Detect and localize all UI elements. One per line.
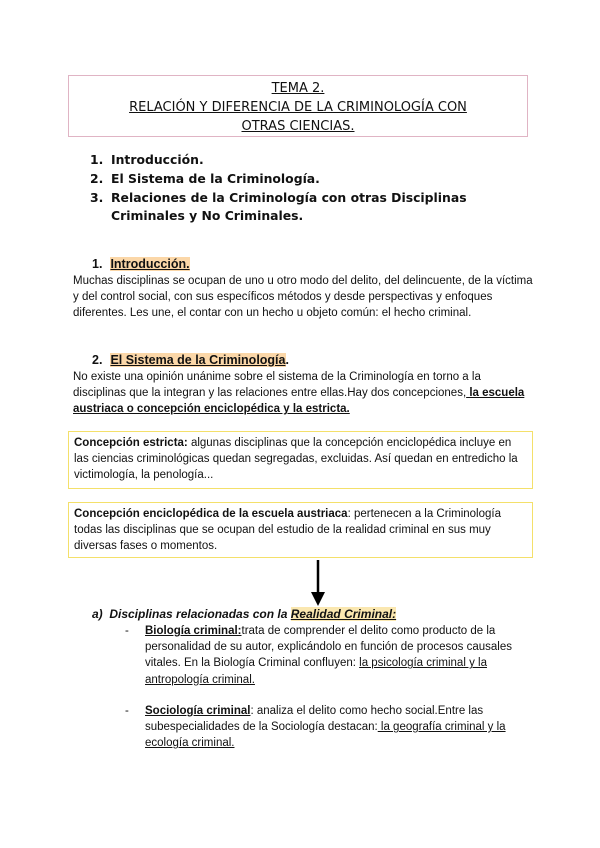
strict-concept-text: algunas disciplinas que la concepción enciclopédica incluye en las ciencias criminológicas quedan segregadas, excluidas. Así quedan en entredicho la victimología, la penología...: [74, 437, 518, 482]
list-item-term: Sociología criminal: [145, 705, 251, 717]
toc-item: [90, 151, 510, 169]
down-arrow-icon: [308, 560, 328, 608]
section-2-title-tail: .: [285, 353, 289, 367]
subsection-a-highlight: Realidad Criminal:: [290, 607, 397, 621]
list-item: [125, 623, 525, 688]
toc-item: [90, 189, 510, 225]
toc-number: 2.: [90, 171, 104, 186]
list-item-tail: la psicología criminal y la antropología criminal.: [145, 657, 487, 686]
title-line-1: TEMA 2.: [271, 81, 325, 96]
section-1-body: Muchas disciplinas se ocupan de uno u otro modo del delito, del delincuente, de la víctima y del control social, con sus específicos métodos y desde perspectivas y enfoques diferentes. Les une, el contar con un hecho u objeto común: el hecho criminal.: [73, 275, 533, 320]
section-2-title: El Sistema de la Criminología: [110, 353, 286, 367]
section-1-heading: [92, 257, 190, 271]
encyclopedic-concept-text: : pertenecen a la Criminología todas las disciplinas que se ocupan del estudio de la realidad criminal en sus muy diversas fases o momentos.: [74, 508, 501, 553]
title-line-3: OTRAS CIENCIAS.: [241, 119, 355, 134]
title-box: [68, 75, 528, 137]
subsection-a-prefix: a) Disciplinas relacionadas con la: [92, 607, 291, 621]
list-item-description: : analiza el delito como hecho social.Entre las subespecialidades de la Sociología destacan:: [145, 705, 484, 734]
toc-text: Relaciones de la Criminología con otras Disciplinas Criminales y No Criminales.: [111, 190, 467, 223]
strict-concept-box: [68, 431, 533, 489]
toc-text: Introducción.: [111, 152, 204, 167]
section-2-text: No existe una opinión unánime sobre el sistema de la Criminología en torno a la disciplinas que la integran y las relaciones entre ellas.Hay dos concepciones,: [73, 371, 481, 400]
section-1-title: Introducción.: [110, 257, 190, 271]
list-item-text: [145, 623, 525, 688]
strict-concept-label: Concepción estricta:: [74, 437, 188, 449]
toc-number: 1.: [90, 152, 104, 167]
table-of-contents: [90, 151, 510, 226]
toc-text: El Sistema de la Criminología.: [111, 171, 320, 186]
list-item-term: Biología criminal:: [145, 625, 242, 637]
list-item-text: [145, 703, 525, 752]
section-2-body: [73, 369, 533, 418]
toc-number: 3.: [90, 190, 104, 205]
toc-item: [90, 170, 510, 188]
section-2-emphasis: la escuela austriaca o concepción enciclopédica y la estricta.: [73, 387, 525, 416]
bullet-dash: -: [125, 625, 129, 637]
section-1-number: 1.: [92, 257, 103, 271]
title-line-2: RELACIÓN Y DIFERENCIA DE LA CRIMINOLOGÍA CON: [129, 100, 467, 115]
encyclopedic-concept-box: [68, 502, 533, 558]
list-item-description: trata de comprender el delito como producto de la personalidad de su autor, explicándolo en función de procesos causales vitales. En la Biología Criminal confluyen:: [145, 625, 512, 670]
list-item-tail: la geografía criminal y la ecología criminal.: [145, 721, 506, 750]
section-2-number: 2.: [92, 353, 103, 367]
encyclopedic-concept-label: Concepción enciclopédica de la escuela austriaca: [74, 508, 348, 520]
subsection-a-heading: [92, 607, 396, 621]
section-2-heading: [92, 353, 289, 367]
list-item: [125, 703, 525, 752]
bullet-dash: -: [125, 705, 129, 717]
